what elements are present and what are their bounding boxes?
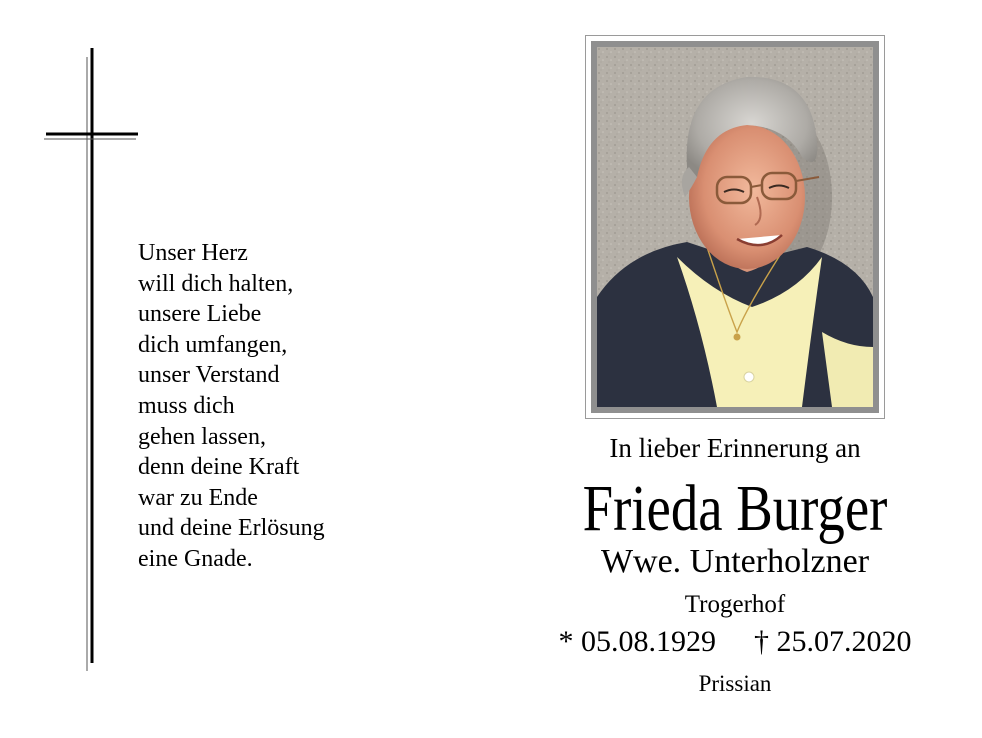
poem-line: war zu Ende [138,484,258,511]
poem-line: muss dich [138,392,235,419]
poem-line: und deine Erlösung [138,515,325,542]
poem-line: dich umfangen, [138,331,288,358]
cross-icon [40,45,150,675]
life-dates [530,625,940,659]
poem-line: Unser Herz [138,240,248,266]
portrait-frame [585,35,885,419]
poem-line: denn deine Kraft [138,454,300,481]
maiden-name: Wwe. Unterholzner [600,543,870,580]
portrait-frame-inner [591,41,879,413]
poem-line: will dich halten, [138,270,294,297]
poem-line: unser Verstand [138,362,280,389]
memorial-intro: In lieber Erinnerung an [609,433,861,463]
birth-date: * 05.08.1929 [558,625,716,658]
poem-line: gehen lassen, [138,423,266,450]
farm-name: Trogerhof [684,591,786,618]
place-name: Prissian [698,671,772,696]
portrait-photo [597,47,873,407]
memorial-poem [138,238,325,575]
poem-line: unsere Liebe [138,301,262,328]
poem-line: eine Gnade. [138,545,253,572]
deceased-name: Frieda Burger [582,472,888,545]
death-date: † 25.07.2020 [754,625,912,658]
